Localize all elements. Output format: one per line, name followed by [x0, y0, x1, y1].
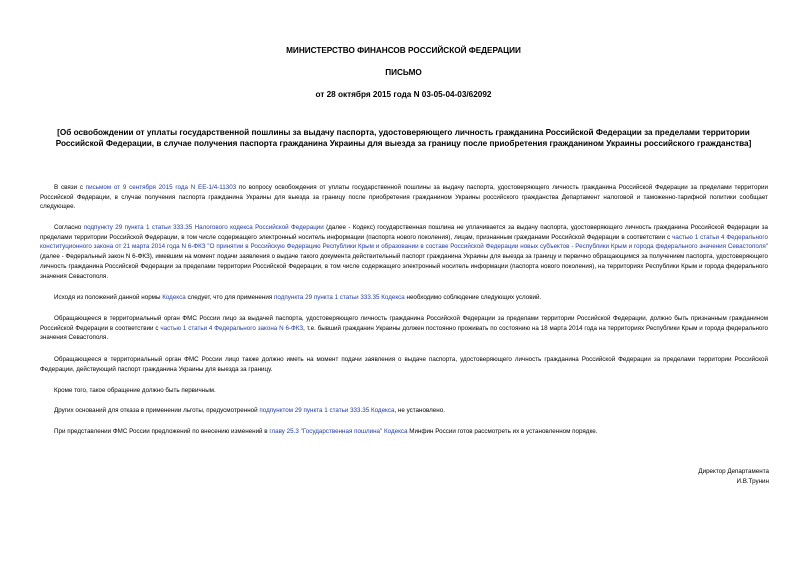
paragraph-6: [40, 386, 768, 396]
paragraph-text: Обращающееся в территориальный орган ФМС России лицо за выдачей паспорта, удостоверяющего личность гражданина Российской Федерации за пределами территории Российской Федерации, должно быть признанным гражданином Российской Федерации в соответствии с: [40, 315, 768, 332]
paragraph-text: Кроме того, такое обращение должно быть первичным.: [54, 387, 216, 394]
paragraph-2: [40, 223, 768, 281]
paragraph-text: , не установлено.: [394, 407, 445, 414]
link-code[interactable]: Кодекса: [162, 294, 186, 301]
link-letter-ee-1-4-11303[interactable]: письмом от 9 сентября 2015 года N ЕЕ-1/4-11303: [85, 184, 237, 191]
paragraph-text: , т.е. бывший гражданин Украины должен постоянно проживать по состоянию на 18 марта 2014 года на территориях Республики Крым и города федерального значения Севастополя.: [40, 324, 769, 342]
document-subject: [Об освобождении от уплаты государственной пошлины за выдачу паспорта, удостоверяющего личность гражданина Российской Федерации за пределами территории Российской Федерации, в случае получения паспорта гражданина Украины для выезда за границу после приобретения гражданином Украины российского гражданства]: [55, 128, 752, 148]
link-subparagraph-29[interactable]: подпункта 29 пункта 1 статьи 333.35 Кодекса: [273, 294, 405, 301]
document-type: ПИСЬМО: [385, 68, 422, 77]
signature-position: Директор Департамента: [698, 468, 769, 475]
link-law-6-fkz[interactable]: частью 1 статьи 4 Федерального конституционного закона от 21 марта 2014 года N 6-ФКЗ "О принятии в Российскую Федерацию Республики Крым и образовании в составе Российской Федерации новых субъектов - Республики Крым и города федерального значения Севастополя": [40, 233, 768, 251]
link-chapter-25-3[interactable]: главу 25.3 "Государственная пошлина" Кодекса: [269, 428, 408, 435]
paragraph-text: При представлении ФМС России предложений по внесению изменений в: [54, 428, 270, 435]
paragraph-7: [40, 406, 768, 416]
ministry-heading: МИНИСТЕРСТВО ФИНАНСОВ РОССИЙСКОЙ ФЕДЕРАЦИИ: [286, 46, 521, 55]
signature-name: И.В.Трунин: [736, 478, 769, 485]
paragraph-text: Обращающееся в территориальный орган ФМС России лицо также должно иметь на момент подачи заявления о выдаче паспорта, удостоверяющего личность гражданина Российской Федерации за пределами территории Российской Федерации, действующий паспорт гражданина Украины для выезда за границу.: [40, 356, 768, 373]
paragraph-3: [40, 293, 768, 303]
paragraph-text: Других оснований для отказа в применении льготы, предусмотренной: [54, 407, 260, 414]
document-date-number: от 28 октября 2015 года N 03-05-04-03/62092: [315, 90, 492, 99]
link-subparagraph-29-code[interactable]: подпунктом 29 пункта 1 статьи 333.35 Кодекса: [259, 407, 395, 414]
paragraph-text: (далее - Кодекс) государственная пошлина не уплачивается за выдачу паспорта, удостоверяющего личность гражданина Российской Федерации за пределами территории Российской Федерации, в том числе содержащего электронный носитель информации (паспорта нового поколения), лицам, признанным гражданами Российской Федерации в соответствии с: [40, 224, 768, 241]
paragraph-text: В связи с: [54, 184, 86, 191]
paragraph-text: Минфин России готов рассмотреть их в установленном порядке.: [407, 428, 598, 435]
paragraph-text: по вопросу освобождения от уплаты государственной пошлины за выдачу паспорта, удостоверяющего личность гражданина Российской Федерации за пределами территории Российской Федерации, в случае получения паспорта гражданина Украины для выезда за границу после приобретения гражданином Украины российского гражданства Департамент налоговой и таможенно-тарифной политики сообщает следующее.: [40, 184, 768, 211]
paragraph-text: Исходя из положений данной нормы: [54, 294, 163, 301]
paragraph-text: (далее - Федеральный закон N 6-ФКЗ), имевшим на момент подачи заявления о выдаче такого документа действительный паспорт гражданина Украины для выезда за границу и первично обращающимся за получением паспорта, удостоверяющего личность гражданина Российской Федерации за пределами территории Российской Федерации, в том числе содержащего электронный носитель информации (паспорта нового поколения), на территориях Республики Крым и города федерального значения Севастополя.: [40, 253, 768, 280]
link-law-6-fkz-article-4[interactable]: частью 1 статьи 4 Федерального закона N 6-ФКЗ: [160, 324, 304, 332]
paragraph-4: [40, 314, 768, 343]
paragraph-1: [40, 183, 768, 212]
paragraph-text: Согласно: [54, 224, 84, 231]
link-tax-code-333-35[interactable]: подпункту 29 пункта 1 статьи 333.35 Налогового кодекса Российской Федерации: [83, 224, 324, 231]
paragraph-5: [40, 355, 768, 374]
paragraph-text: необходимо соблюдение следующих условий.: [404, 294, 542, 301]
paragraph-text: следует, что для применения: [185, 294, 274, 301]
paragraph-8: [40, 427, 768, 437]
